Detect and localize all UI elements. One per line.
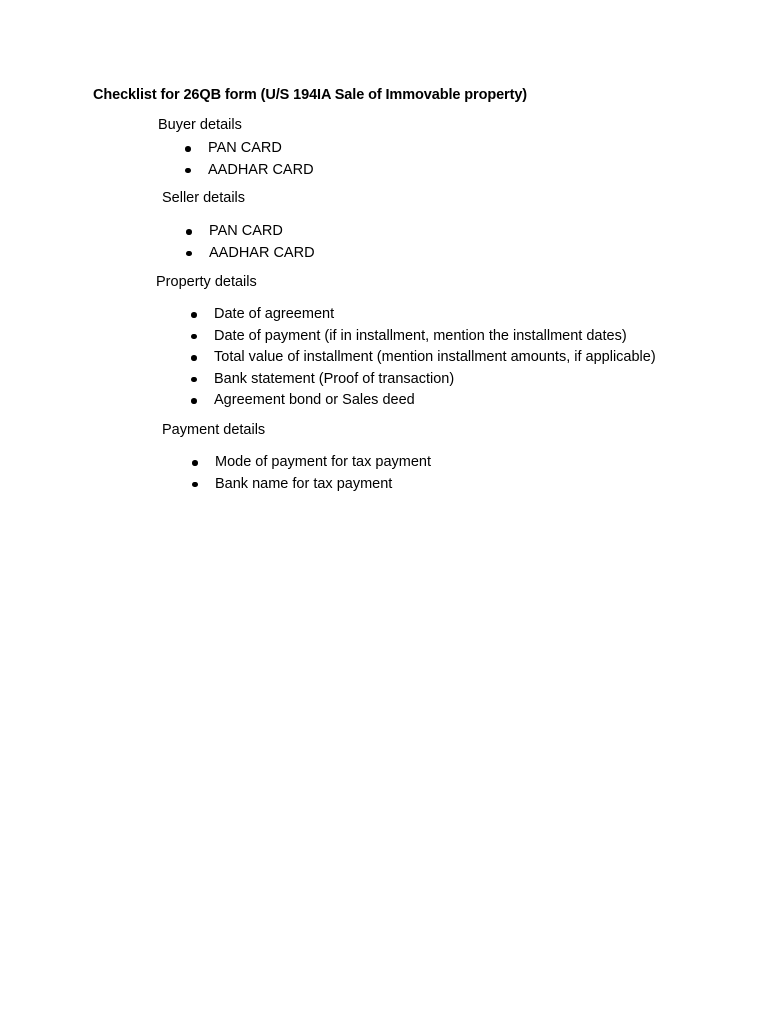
list-item-text: Total value of installment (mention installment amounts, if applicable) [214, 349, 656, 366]
bullet-icon [185, 168, 191, 174]
section-heading-property: Property details [156, 274, 257, 290]
section-heading-payment: Payment details [162, 422, 266, 438]
list-item-text: Bank name for tax payment [215, 475, 393, 492]
bullet-icon [185, 146, 191, 152]
bullet-icon [191, 355, 197, 361]
list-item-text: Mode of payment for tax payment [215, 454, 431, 470]
section-heading-seller: Seller details [162, 190, 246, 206]
list-item-text: PAN CARD [209, 223, 283, 239]
bullet-icon [191, 377, 197, 383]
bullet-icon [191, 334, 197, 340]
list-item-text: Bank statement (Proof of transaction) [214, 370, 455, 387]
bullet-icon [186, 229, 192, 235]
list-item-text: AADHAR CARD [209, 244, 315, 261]
list-item-text: AADHAR CARD [208, 161, 314, 178]
bullet-icon [192, 482, 198, 488]
list-item-text: PAN CARD [208, 140, 282, 156]
list-item-text: Date of agreement [214, 306, 335, 322]
bullet-icon [192, 460, 198, 466]
section-heading-buyer: Buyer details [158, 117, 242, 133]
list-item-text: Date of payment (if in installment, mention the installment dates) [214, 327, 627, 344]
document-title: Checklist for 26QB form (U/S 194IA Sale of Immovable property) [93, 87, 528, 103]
bullet-icon [186, 251, 192, 257]
bullet-icon [191, 312, 197, 318]
bullet-icon [191, 398, 197, 404]
list-item-text: Agreement bond or Sales deed [214, 392, 415, 409]
